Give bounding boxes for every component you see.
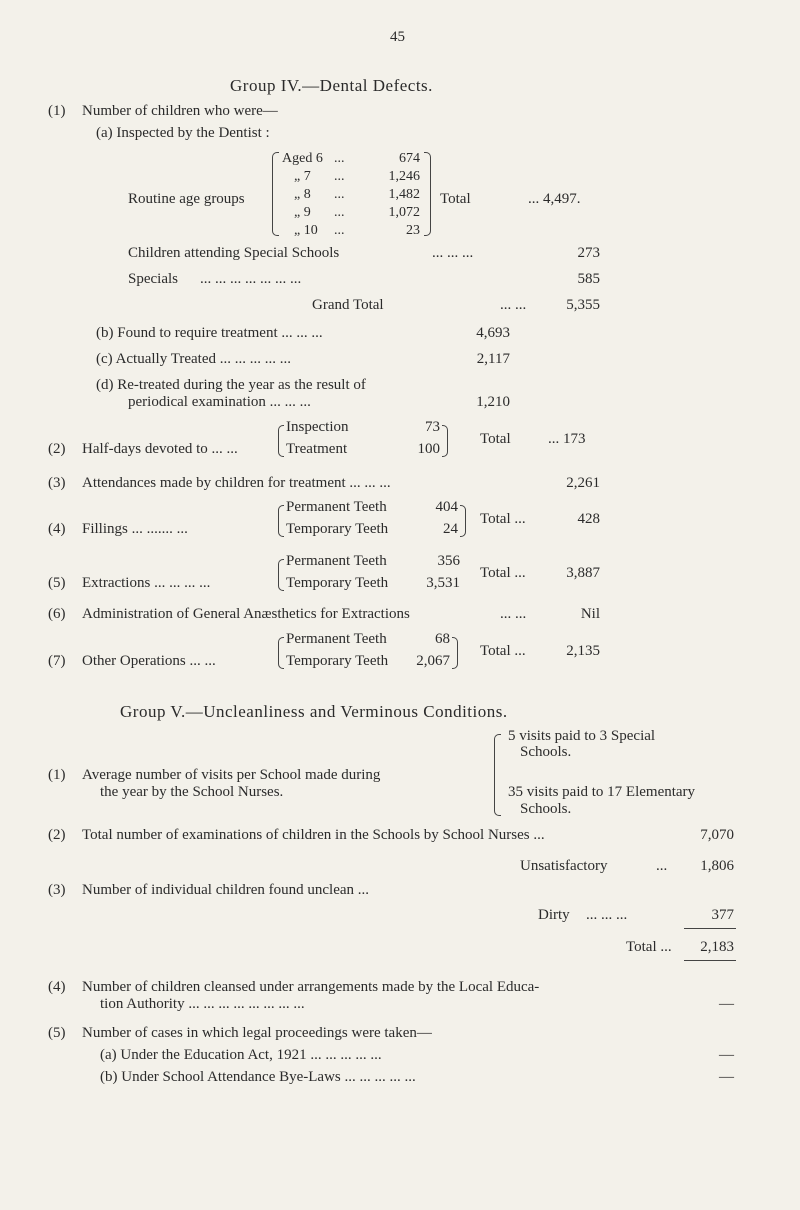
s5-num: (5) — [48, 575, 66, 591]
special-schools-label: Children attending Special Schools — [128, 245, 340, 261]
s2-label: Half-days devoted to ... ... — [82, 441, 238, 457]
group4-title: Group IV.—Dental Defects. — [230, 76, 433, 95]
s6-num: (6) — [48, 606, 66, 622]
g5-s3-total-label: Total ... — [626, 939, 672, 955]
specials-value: 585 — [577, 271, 600, 287]
routine-brace-right — [424, 152, 431, 236]
g5-s2-value: 7,070 — [700, 827, 734, 843]
g5-s4-num: (4) — [48, 979, 66, 995]
g5-s5-num: (5) — [48, 1025, 66, 1041]
g5-s2-label: Total number of examinations of children in the Schools by School Nurses ... — [82, 827, 545, 843]
s7-label: Other Operations ... ... — [82, 653, 216, 669]
s4-total-value: 428 — [577, 511, 600, 527]
s1c-value: 2,117 — [476, 351, 510, 367]
grand-total-label: Grand Total — [312, 297, 384, 313]
g5-s5b-label: (b) Under School Attendance Bye-Laws ... ... ... ... ... — [100, 1069, 416, 1085]
s4-total-label: Total ... — [480, 511, 526, 527]
s6-label: Administration of General Anæsthetics for Extractions — [82, 606, 410, 622]
g5-s1-label: Average number of visits per School made during — [82, 767, 381, 783]
s1d-value: 1,210 — [476, 394, 510, 410]
s1b-label: (b) Found to require treatment ... ... ... — [96, 325, 323, 341]
specials-label: Specials — [128, 271, 178, 287]
s3-label: Attendances made by children for treatment ... ... ... — [82, 475, 391, 491]
s2-total-value: ... 173 — [548, 431, 586, 447]
grand-total-value: 5,355 — [566, 297, 600, 313]
group5-title: Group V.—Uncleanliness and Verminous Conditions. — [120, 702, 508, 721]
s4-num: (4) — [48, 521, 66, 537]
s6-value: Nil — [580, 606, 600, 622]
s7-total-label: Total ... — [480, 643, 526, 659]
s1d-label: (d) Re-treated during the year as the result of — [96, 377, 366, 393]
s1-num: (1) — [48, 103, 66, 119]
s2-num: (2) — [48, 441, 66, 457]
s7-num: (7) — [48, 653, 66, 669]
page-number: 45 — [390, 29, 405, 45]
special-schools-value: 273 — [577, 245, 600, 261]
s1b-value: 4,693 — [476, 325, 510, 341]
s1a-label: (a) Inspected by the Dentist : — [96, 125, 270, 141]
routine-brace-left — [272, 152, 279, 236]
s5-label: Extractions ... ... ... ... — [82, 575, 211, 591]
s2-total-label: Total — [480, 431, 511, 447]
g5-s5a-label: (a) Under the Education Act, 1921 ... ... ... ... ... — [100, 1047, 382, 1063]
subtotal-rule — [684, 928, 736, 929]
g5-s4-label: Number of children cleansed under arrangements made by the Local Educa- — [82, 979, 540, 995]
g5-s5-label: Number of cases in which legal proceedings were taken— — [82, 1025, 432, 1041]
s5-total-label: Total ... — [480, 565, 526, 581]
s7-total-value: 2,135 — [566, 643, 600, 659]
s5-total-value: 3,887 — [566, 565, 600, 581]
s1-label: Number of children who were— — [82, 103, 278, 119]
s3-value: 2,261 — [566, 475, 600, 491]
g5-s1-opt1: 5 visits paid to 3 Special — [508, 728, 656, 744]
g5-s1-opt2: 35 visits paid to 17 Elementary — [508, 784, 696, 800]
s3-num: (3) — [48, 475, 66, 491]
g5-s1-num: (1) — [48, 767, 66, 783]
s4-label: Fillings ... ....... ... — [82, 521, 188, 537]
routine-total-label: Total — [440, 191, 471, 207]
g5-s3-label: Number of individual children found unclean ... — [82, 882, 370, 898]
routine-total-value: ... 4,497. — [528, 191, 581, 207]
routine-age-groups-label: Routine age groups — [128, 191, 245, 207]
g5-s2-num: (2) — [48, 827, 66, 843]
g5-s5a-value: — — [719, 1047, 734, 1063]
g5-s4-value: — — [719, 996, 734, 1012]
s1c-label: (c) Actually Treated ... ... ... ... ... — [96, 351, 291, 367]
g5-s5b-value: — — [719, 1069, 734, 1085]
g5-s3-num: (3) — [48, 882, 66, 898]
g5-s3-total-value: 2,183 — [700, 939, 734, 955]
total-rule — [684, 960, 736, 961]
